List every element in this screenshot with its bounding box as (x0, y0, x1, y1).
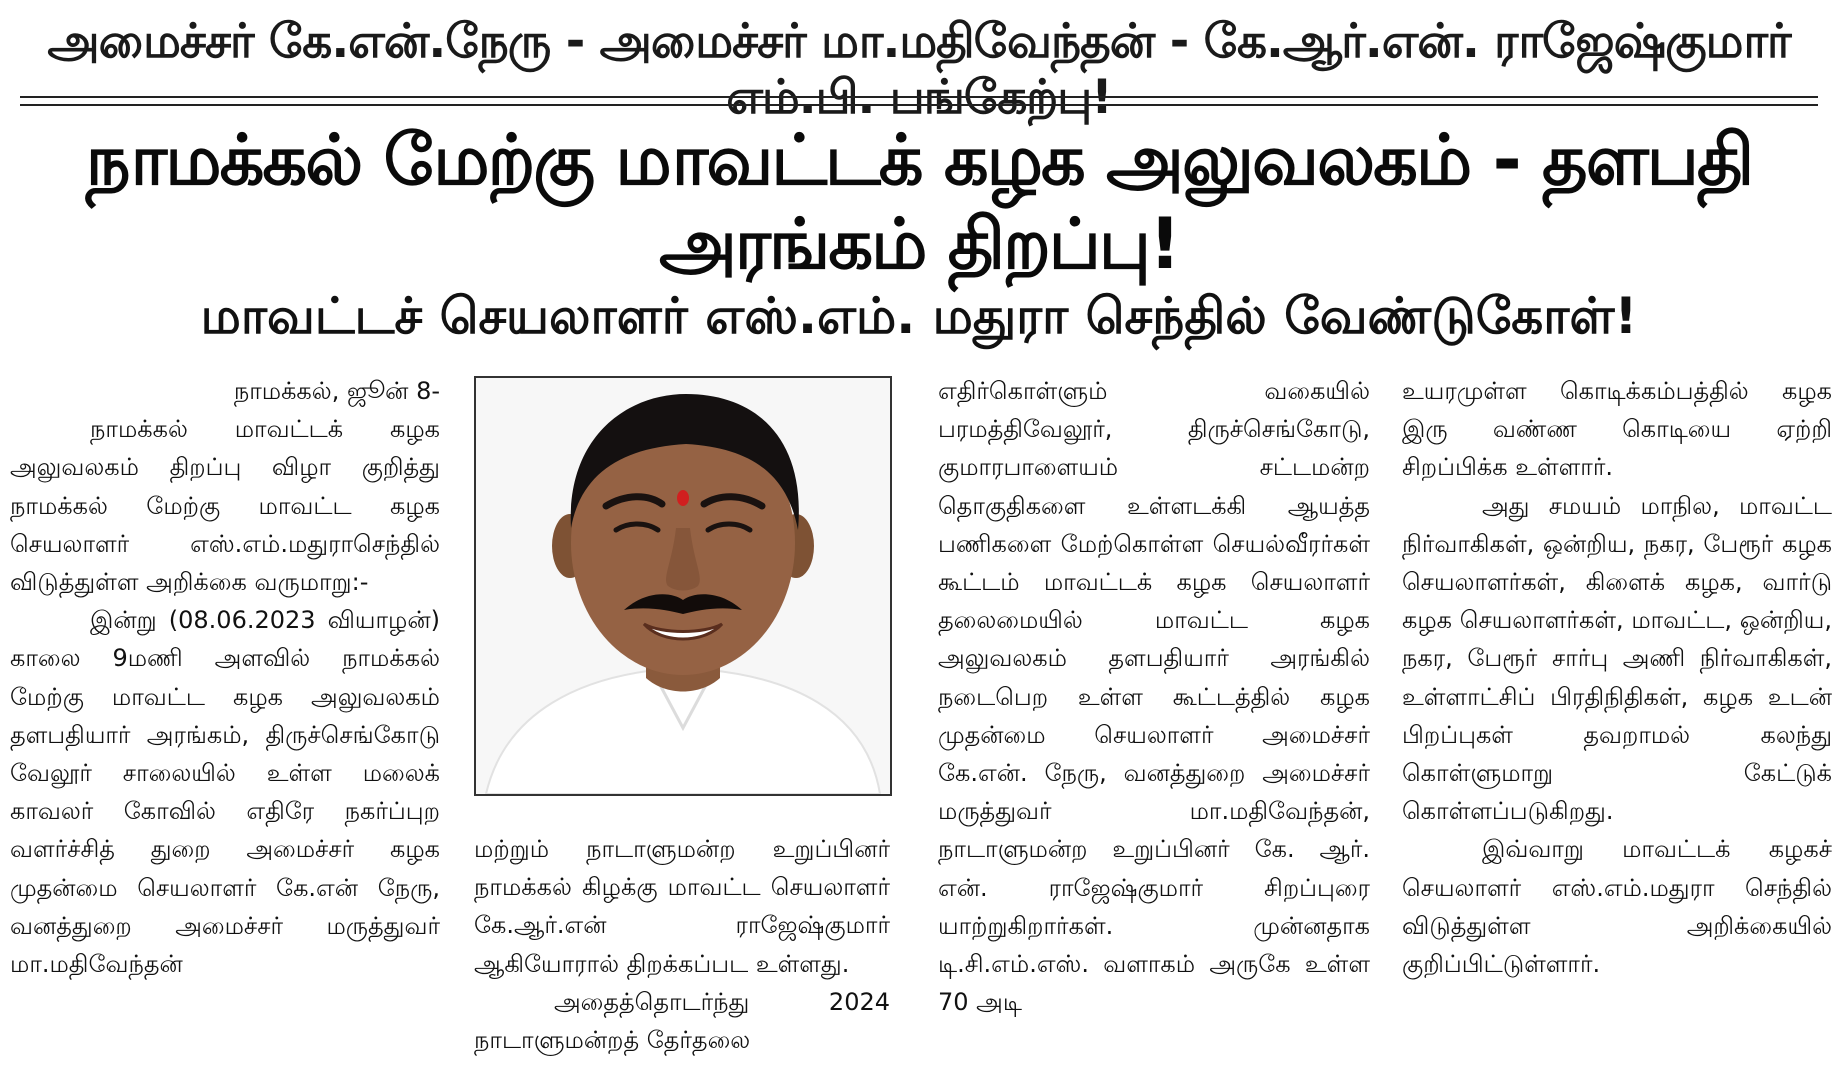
kicker-headline: அமைச்சர் கே.என்.நேரு - அமைச்சர் மா.மதிவேந்தன் - கே.ஆர்.என். ராஜேஷ்குமார் எம்.பி. பங்கேற்பு! (47, 14, 1791, 126)
divider-rule-top (20, 96, 1818, 98)
paragraph: அது சமயம் மாநில, மாவட்ட நிர்வாகிகள், ஒன்றிய, நகர, பேரூர் கழக செயலாளர்கள், கிளைக் கழக, வார்டு கழக செயலாளர்கள், மாவட்ட, ஒன்றிய, நகர, பேரூர் சார்பு அணி நிர்வாகிகள், உள்ளாட்சிப் பிரதிநிதிகள், கழக உடன் பிறப்புகள் தவறாமல் கலந்து கொள்ளுமாறு கேட்டுக் கொள்ளப்படுகிறது. (1402, 491, 1832, 826)
article-column-2 (474, 830, 890, 1059)
paragraph: அதைத்தொடர்ந்து 2024 நாடாளுமன்றத் தேர்தலை (474, 987, 890, 1055)
paragraph: இன்று (08.06.2023 வியாழன்) காலை 9மணி அளவில் நாமக்கல் மேற்கு மாவட்ட கழக அலுவலகம் தளபதியார் அரங்கம், திருச்செங்கோடு வேலூர் சாலையில் உள்ள மலைக் காவலர் கோவில் எதிரே நகர்ப்புற வளர்ச்சித் துறை அமைச்சர் கழக முதன்மை செயலாளர் கே.என் நேரு, வனத்துறை அமைச்சர் மருத்துவர் மா.மதிவேந்தன் (10, 606, 440, 979)
divider-rule-bottom (20, 104, 1818, 106)
dateline: நாமக்கல், ஜூன் 8- (233, 377, 440, 405)
portrait-photo (474, 376, 892, 796)
article-column-4 (1402, 372, 1832, 983)
sub-headline: மாவட்டச் செயலாளர் எஸ்.எம். மதுரா செந்தில் வேண்டுகோள்! (200, 287, 1638, 345)
article-column-3 (938, 372, 1370, 1021)
paragraph: நாமக்கல் மாவட்டக் கழக அலுவலகம் திறப்பு விழா குறித்து நாமக்கல் மேற்கு மாவட்ட கழக செயலாளர் எஸ்.எம்.மதுராசெந்தில் விடுத்துள்ள அறிக்கை வருமாறு:- (10, 415, 440, 597)
paragraph: மற்றும் நாடாளுமன்ற உறுப்பினர் நாமக்கல் கிழக்கு மாவட்ட செயலாளர் கே.ஆர்.என் ராஜேஷ்குமார் ஆகியோரால் திறக்கப்பட உள்ளது. (474, 835, 890, 978)
article-column-1 (10, 372, 440, 983)
paragraph: எதிர்கொள்ளும் வகையில் பரமத்திவேலூர், திருச்செங்கோடு, குமாரபாளையம் சட்டமன்ற தொகுதிகளை உள்ளடக்கி ஆயத்த பணிகளை மேற்கொள்ள செயல்வீரர்கள் கூட்டம் மாவட்டக் கழக செயலாளர் தலைமையில் மாவட்ட கழக அலுவலகம் தளபதியார் அரங்கில் நடைபெற உள்ள கூட்டத்தில் கழக முதன்மை செயலாளர் அமைச்சர் கே.என். நேரு, வனத்துறை அமைச்சர் மருத்துவர் மா.மதிவேந்தன், நாடாளுமன்ற உறுப்பினர் கே. ஆர். என். ராஜேஷ்குமார் சிறப்புரை யாற்றுகிறார்கள். முன்னதாக டி.சி.எம்.எஸ். வளாகம் அருகே உள்ள 70 அடி (938, 377, 1370, 1017)
main-headline: நாமக்கல் மேற்கு மாவட்டக் கழக அலுவலகம் - தளபதி அரங்கம் திறப்பு! (85, 119, 1753, 285)
paragraph: உயரமுள்ள கொடிக்கம்பத்தில் கழக இரு வண்ண கொடியை ஏற்றி சிறப்பிக்க உள்ளார். (1402, 377, 1832, 482)
paragraph: இவ்வாறு மாவட்டக் கழகச் செயலாளர் எஸ்.எம்.மதுரா செந்தில் விடுத்துள்ள அறிக்கையில் குறிப்பிட்டுள்ளார். (1402, 835, 1832, 979)
